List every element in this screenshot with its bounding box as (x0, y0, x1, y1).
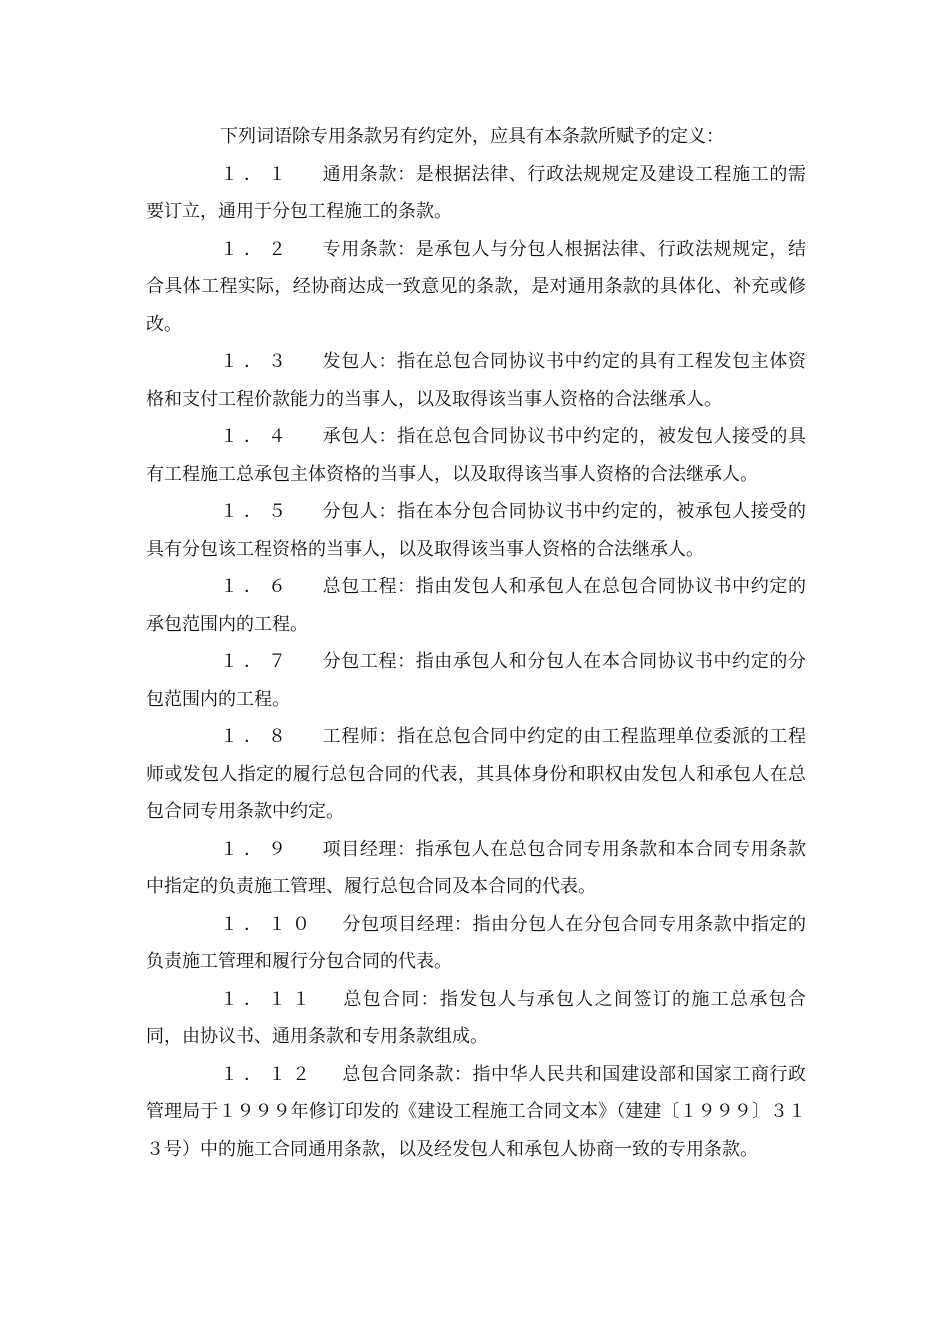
clause-text: 总包工程：指由发包人和承包人在总包合同协议书中约定的承包范围内的工程。 (146, 576, 806, 635)
clause-number: １．４ (220, 426, 292, 447)
clause-1-4 (146, 418, 806, 493)
clause-text: 分包项目经理：指由分包人在分包合同专用条款中指定的负责施工管理和履行分包合同的代表。 (146, 913, 806, 972)
document-page (146, 118, 806, 1168)
clause-number: １．１０ (220, 913, 316, 935)
clause-number: １．７ (220, 651, 292, 672)
clause-1-8 (146, 718, 806, 831)
clause-text: 分包工程：指由承包人和分包人在本合同协议书中约定的分包范围内的工程。 (146, 651, 806, 710)
clause-number: １．８ (220, 726, 292, 747)
intro-paragraph: 下列词语除专用条款另有约定外，应具有本条款所赋予的定义： (220, 126, 724, 147)
clause-1-12 (146, 1056, 806, 1169)
clause-1-5 (146, 493, 806, 568)
clause-text: 项目经理：指承包人在总包合同专用条款和本合同专用条款中指定的负责施工管理、履行总包合同及本合同的代表。 (146, 838, 806, 897)
clause-number: １．２ (220, 238, 292, 260)
clause-1-2 (146, 231, 806, 344)
clause-number: １．１２ (220, 1063, 316, 1085)
clause-text: 发包人：指在总包合同协议书中约定的具有工程发包主体资格和支付工程价款能力的当事人，以及取得该当事人资格的合法继承人。 (146, 351, 806, 410)
clause-1-10 (146, 906, 806, 981)
clause-1-1 (146, 156, 806, 231)
clause-number: １．９ (220, 838, 292, 860)
clause-text: 工程师：指在总包合同中约定的由工程监理单位委派的工程师或发包人指定的履行总包合同的代表，其具体身份和职权由发包人和承包人在总包合同专用条款中约定。 (146, 726, 806, 822)
clause-1-6 (146, 568, 806, 643)
clause-1-7 (146, 643, 806, 718)
clause-number: １．６ (220, 576, 292, 597)
clause-text: 承包人：指在总包合同协议书中约定的，被发包人接受的具有工程施工总承包主体资格的当事人，以及取得该当事人资格的合法继承人。 (146, 426, 806, 485)
clause-text: 专用条款：是承包人与分包人根据法律、行政法规规定，结合具体工程实际，经协商达成一致意见的条款，是对通用条款的具体化、补充或修改。 (146, 238, 806, 335)
clause-1-3 (146, 343, 806, 418)
clause-1-9 (146, 831, 806, 906)
clause-text: 分包人：指在本分包合同协议书中约定的，被承包人接受的具有分包该工程资格的当事人，以及取得该当事人资格的合法继承人。 (146, 501, 806, 560)
clause-number: １．３ (220, 351, 292, 372)
clause-number: １．１ (220, 163, 292, 185)
clause-text: 总包合同：指发包人与承包人之间签订的施工总承包合同，由协议书、通用条款和专用条款组成。 (146, 988, 806, 1047)
clause-1-11 (146, 981, 806, 1056)
clause-number: １．５ (220, 501, 292, 522)
clause-text: 总包合同条款：指中华人民共和国建设部和国家工商行政管理局于１９９９年修订印发的《建设工程施工合同文本》（建建〔１９９９〕３１３号）中的施工合同通用条款，以及经发包人和承包人协商一致的专用条款。 (146, 1063, 806, 1160)
clause-number: １．１１ (220, 988, 316, 1010)
clause-text: 通用条款：是根据法律、行政法规规定及建设工程施工的需要订立，通用于分包工程施工的条款。 (146, 163, 806, 222)
